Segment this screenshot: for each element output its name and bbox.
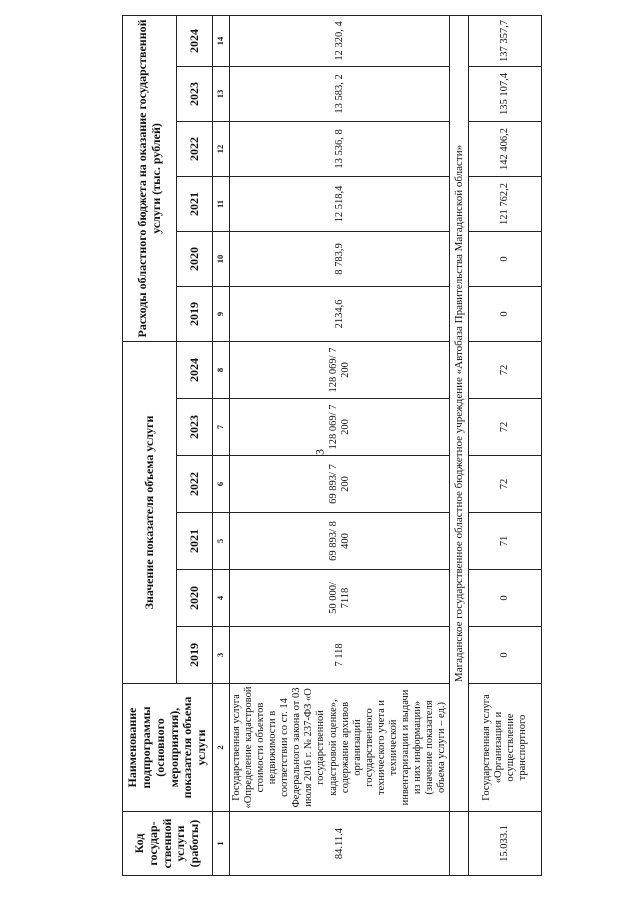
- budget-table: [122, 15, 542, 876]
- budget-2022: 13 536, 8: [230, 121, 450, 176]
- header-volume-group: Значение показателя объема услуги: [123, 341, 177, 683]
- col-number-13: 13: [213, 66, 230, 121]
- table-row: [230, 15, 450, 875]
- col-number-1: 1: [213, 812, 230, 876]
- volume-2019: 7 118: [230, 627, 450, 684]
- budget-table-rotated: [122, 16, 542, 876]
- budget-2021: 121 762,2: [469, 176, 542, 231]
- header-code: Код государ-ственной услуги (работы): [123, 812, 213, 876]
- col-number-2: 2: [213, 684, 230, 812]
- col-number-3: 3: [213, 627, 230, 684]
- budget-2022: 142 406,2: [469, 121, 542, 176]
- budget-2019: 2134,6: [230, 286, 450, 341]
- volume-2022: 72: [469, 456, 542, 513]
- volume-year-2022: 2022: [177, 456, 213, 513]
- header-budget-group: Расходы областного бюджета на оказание государственной услуги (тыс. рублей): [123, 15, 177, 341]
- budget-2020: 8 783,9: [230, 231, 450, 286]
- col-number-11: 11: [213, 176, 230, 231]
- col-number-9: 9: [213, 286, 230, 341]
- service-code: 84.11.4: [230, 812, 450, 876]
- page-number: 3: [312, 449, 327, 455]
- volume-2023: 72: [469, 399, 542, 456]
- col-number-12: 12: [213, 121, 230, 176]
- service-name: Государственная услуга «Организация и осуществление транспортного: [469, 684, 542, 812]
- volume-2020: 50 000/ 7118: [230, 570, 450, 627]
- col-number-8: 8: [213, 341, 230, 398]
- col-number-6: 6: [213, 456, 230, 513]
- volume-2021: 71: [469, 513, 542, 570]
- budget-year-2024: 2024: [177, 15, 213, 66]
- volume-year-2019: 2019: [177, 627, 213, 684]
- header-name: Наименование подпрограммы (основного мероприятия), показателя объема услуги: [123, 684, 213, 812]
- volume-year-2024: 2024: [177, 341, 213, 398]
- budget-year-2020: 2020: [177, 231, 213, 286]
- table-row: [469, 15, 542, 875]
- budget-2024: 137 357,7: [469, 15, 542, 66]
- budget-2023: 135 107,4: [469, 66, 542, 121]
- budget-2019: 0: [469, 286, 542, 341]
- volume-2021: 69 893/ 8 400: [230, 513, 450, 570]
- col-number-14: 14: [213, 15, 230, 66]
- volume-year-2021: 2021: [177, 513, 213, 570]
- volume-2024: 128 069/ 7 200: [230, 341, 450, 398]
- budget-2024: 12 320, 4: [230, 15, 450, 66]
- service-code: 15.033.1: [469, 812, 542, 876]
- budget-2020: 0: [469, 231, 542, 286]
- volume-2020: 0: [469, 570, 542, 627]
- volume-year-2023: 2023: [177, 399, 213, 456]
- service-name: Государственная услуга «Определение кадастровой стоимости объектов недвижимости в соответствии со ст. 14 Федерального закона от 03 июля 2016 г. № 237-ФЗ «О государственной кадастровой оценке», содержание архивов организаций государственного технического учета и технической инвентаризации и выдачи из них информации» (значение показателя объема услуги – ед.): [230, 684, 450, 812]
- budget-2021: 12 518,4: [230, 176, 450, 231]
- budget-year-2021: 2021: [177, 176, 213, 231]
- volume-2023: 128 069/ 7 200: [230, 399, 450, 456]
- col-number-5: 5: [213, 513, 230, 570]
- volume-2019: 0: [469, 627, 542, 684]
- budget-year-2019: 2019: [177, 286, 213, 341]
- col-number-10: 10: [213, 231, 230, 286]
- budget-year-2023: 2023: [177, 66, 213, 121]
- volume-2022: 69 893/ 7 200: [230, 456, 450, 513]
- col-number-7: 7: [213, 399, 230, 456]
- col-number-4: 4: [213, 570, 230, 627]
- budget-year-2022: 2022: [177, 121, 213, 176]
- volume-year-2020: 2020: [177, 570, 213, 627]
- agency-row: Магаданское государственное областное бюджетное учреждение «Автобаза Правительства Магаданской области»: [450, 15, 469, 811]
- volume-2024: 72: [469, 341, 542, 398]
- budget-2023: 13 583, 2: [230, 66, 450, 121]
